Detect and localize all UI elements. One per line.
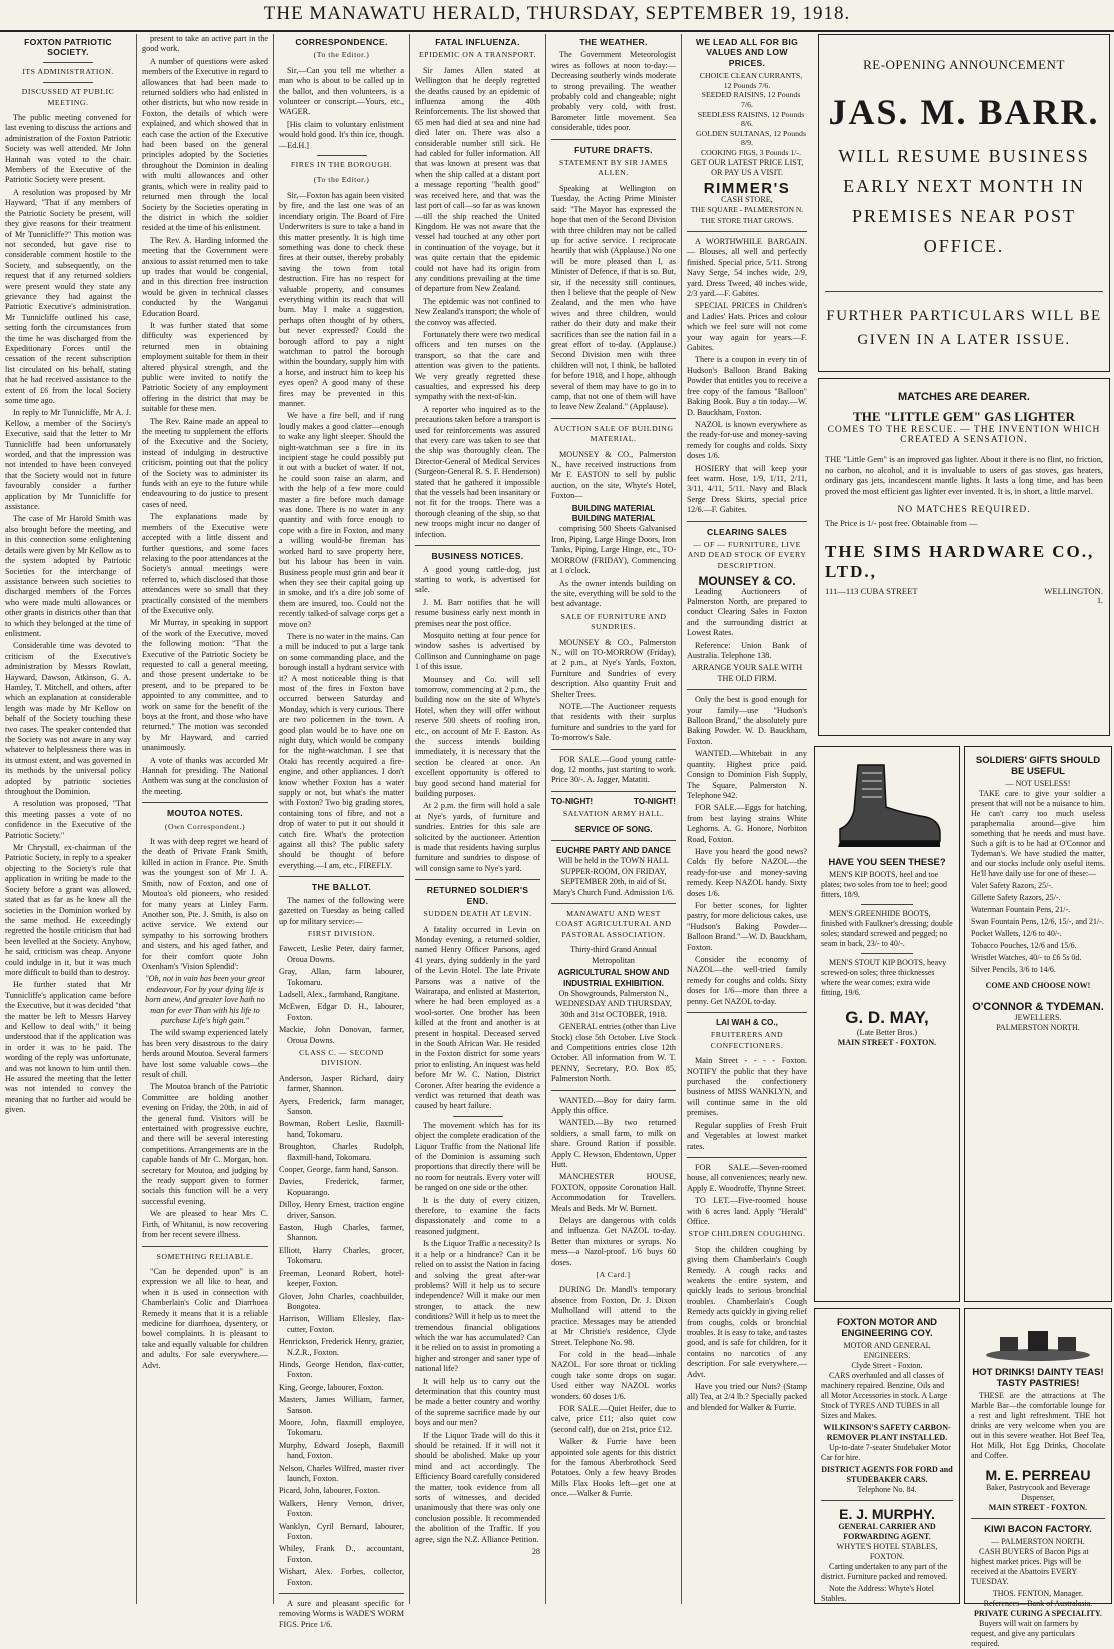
- article-paragraph: As the owner intends building on the site, everything will be sold to the best advantage.: [551, 578, 676, 609]
- tea-table-illustration: [978, 1319, 1098, 1363]
- ad-note: NO MATCHES REQUIRED.: [897, 505, 1031, 515]
- classified-ad: WANTED.—Boy for dairy farm. Apply this office.: [551, 1095, 676, 1115]
- list-item: Anderson, Jasper Richard, dairy farmer, Shannon.: [279, 1073, 404, 1094]
- classified-ad: MANCHESTER HOUSE, FOXTON, opposite Coronation Hall. Accommodation for Travellers. Meals and Beds. Mr W. Burnett.: [551, 1172, 676, 1213]
- advertisement-panel: [812, 34, 1114, 1648]
- list-item: Valet Safety Razors, 25/-.: [971, 881, 1053, 890]
- divider: [687, 1157, 807, 1158]
- divider: [551, 903, 676, 904]
- article-paragraph: MOUNSEY & CO., Palmerston N., will on TO-MORROW (Friday), at 2 p.m., at Nye's Yards, Foxton, Furniture and Sundries of every description. Also quantity Fruit and Shelter Trees.: [551, 637, 676, 699]
- list-item: Ladsell, Alex., farmhand, Rangitane.: [279, 989, 400, 999]
- price-line: SEEDLESS RAISINS, 12 Pounds 8/6.: [697, 109, 805, 129]
- article-paragraph: In reply to Mr Tunnicliffe, Mr A. J. Kellow, a member of the Society's Executive, said that the letter to Mr Tunnicliffe had been unfortunately worded, and that the impression was not intended to have been conveyed that the Society would not in future favourably consider a further application by Mr Tunnicliffe for assistance.: [5, 408, 131, 512]
- divider: [687, 689, 807, 690]
- ad-business-name: JAS. M. BARR.: [828, 92, 1100, 132]
- classified-ad: Have you tried our Nuts? (Stamp all) Tea, at 2/4 lb.? Specially packed and blended for Walker & Furrie.: [687, 1382, 807, 1412]
- classified-ad: FOR SALE.—Eggs for hatching, from best laying strains White Leghorns. A. G. Honore, Norbiton Road, Foxton.: [687, 803, 807, 844]
- classified-ad: Have you heard the good news? Colds fly before NAZOL—the ready-for-use and money-saving remedy. Keep NAZOL handy. Sixty doses 1/6.: [687, 846, 807, 898]
- headline-business: BUSINESS NOTICES.: [431, 551, 524, 562]
- list-item: Ayers, Frederick, farm manager, Sanson.: [279, 1096, 404, 1116]
- list-item: Whiley, Frank D., accountant, Foxton.: [279, 1544, 404, 1564]
- subhead: DISCUSSED AT PUBLIC MEETING.: [21, 87, 115, 107]
- article-paragraph: Speaking at Wellington on Tuesday, the Acting Prime Minister said: "The Mayor has expressed the hope that men of the Second Division with three children may not be called up for active service. I reciprocate heartily that wish (Applause.) No one will be more pleased than I, as Minister of Defence, if that is so. But, sir, if the necessity still continues, then I believe that the people of New Zealand, and the men who have wives and three children, would rather do their duty and make their sacrifices than see the nation fail in a great effort of to-day. (Applause.) Second Division men with three children will not, I think, be balloted for before 1918, and I hope, although several of them may have to go in to camp, that not one of them will have to leave New Zealand." (Applause).: [551, 183, 676, 412]
- boot-illustration: [828, 759, 946, 851]
- tonight-label: TO-NIGHT!: [633, 796, 676, 806]
- divider: [317, 155, 367, 156]
- article-paragraph: A reporter who inquired as to the precautions taken before a transport is used for reinforcements was assured that every care was taken to see that the ship was thoroughly clean. The Director-General of Medical Services (Surgeon-General R. S. F. Henderson) stated that he gathered it impossible that the vessels had been insanitary or not fit for the troops. There was a thorough cleaning of the ship, so that new troops might incur no danger of infection.: [415, 404, 540, 539]
- article-paragraph: J. M. Barr notifies that he will resume business early next month in premises near the post office.: [415, 597, 540, 628]
- ad-address: Clyde Street - Foxton.: [851, 1361, 923, 1370]
- article-paragraph: A fatality occurred in Levin on Monday evening, a returned soldier, named Henry Officer Parsons, aged 41 years, dying suddenly in the yard of the Levin Hotel. The late Private Parsons was a native of the Wairarapa, and enlisted at Masterton, where he had been employed as a wool-sorter. One brother has been killed at the front and another is at present in hospital. Deceased served in the South African War. He resided in the Foxton district for some years prior to enlisting. An inquest was held before Mr W. C. Nation, District Coroner. After hearing the evidence a verdict was returned that death was caused by heart failure.: [415, 924, 540, 1111]
- list-item: Masters, James William, farmer, Sanson.: [279, 1395, 404, 1415]
- column-1: [0, 34, 137, 1604]
- article-paragraph: The epidemic was not confined to New Zealand's transport; the whole of the convoy was affected.: [415, 296, 540, 327]
- subhead: MANAWATU AND WEST COAST AGRICULTURAL AND PASTORAL ASSOCIATION.: [555, 909, 672, 939]
- classified-ad: Reference: Union Bank of Australia. Telephone 138.: [687, 640, 807, 661]
- ad-line: MEN'S KIP BOOTS, heel and toe plates; two soles from toe to heel; good fitters, 18/9.: [821, 870, 947, 899]
- classified-ad: Only the best is good enough for your family—use "Hudson's Balloon Brand," the absolutely pure Baking Powder. W. D. Bauckham, Foxton.: [687, 695, 807, 746]
- subhead: FRUITERERS AND CONFECTIONERS.: [710, 1030, 784, 1050]
- headline-values: WE LEAD ALL FOR BIG VALUES AND LOW PRICES.: [695, 37, 799, 68]
- list-item: Cooper, George, farm hand, Sanson.: [279, 1165, 399, 1175]
- ad-business-name: M. E. PERREAU: [985, 1467, 1091, 1483]
- divider: [687, 231, 807, 232]
- divider: [43, 82, 93, 83]
- list-item: Moore, John, flaxmill employee, Tokomaru.: [279, 1417, 404, 1438]
- article-paragraph: A sure and pleasant specific for removing Worms is WADE'S WORM FIGS. Price 1/6.: [279, 1599, 404, 1629]
- headline-soldier: RETURNED SOLDIER'S END.: [426, 885, 529, 906]
- ad-line: MEN'S STOUT KIP BOOTS, heavy screwed-on soles; three thicknesses where the wear comes; extra wide fitting, 19/6.: [821, 958, 947, 997]
- list-item: Waterman Fountain Pens, 21/-.: [971, 905, 1071, 914]
- article-paragraph: The wild swamp experienced lately has been very disastrous to the dairy herds around Moutoa. Several farmers have lost some valuable cows—the result of chill.: [142, 1028, 268, 1079]
- divider: [453, 1116, 503, 1117]
- classified-ad: TO LET.—Five-roomed house with 6 acres land. Apply "Herald" Office.: [687, 1196, 807, 1226]
- classified-ad: WANTED.—By two returned soldiers, a small farm, to milk on share. Ground Ration if possible. Apply C. Hewson, Ebdentown, Upper Hutt.: [551, 1118, 676, 1169]
- subhead: (To the Editor.): [313, 175, 370, 185]
- ad-subline: JEWELLERS.: [1014, 1013, 1062, 1022]
- gift-list: [971, 881, 1105, 975]
- list-item: Wristlet Watches, 40/- to £6 5s 0d.: [971, 953, 1082, 962]
- price-line: CHOICE CLEAN CURRANTS, 12 Pounds 7/6.: [699, 71, 803, 90]
- ad-title: SOLDIERS' GIFTS SHOULD BE USEFUL: [975, 755, 1101, 777]
- article-paragraph: Sir,—Can you tell me whether a man who is about to be called up in the ballot, and then volunteers, is a volunteer or conscript.—Yours, etc., WAGER.: [279, 65, 404, 117]
- article-paragraph: Is the Liquor Traffic a necessity? Is it a help or a hindrance? Can it be relied on to assist the Nation in facing and solving the great after-war problems? Will it help us to secure independence? Will it make our men stronger, to attack the new conditions? Will it help us to meet the tremendous financial obligations which the war has accumulated? Can it be relied on to assist in promoting a higher and stronger and saner type of national life?: [415, 1239, 540, 1374]
- list-item: Gillette Safety Razors, 25/-.: [971, 893, 1061, 902]
- ad-feature: DISTRICT AGENTS FOR FORD and STUDEBAKER CARS.: [821, 1465, 953, 1484]
- ad-footer: FURTHER PARTICULARS WILL BE GIVEN IN A LATER ISSUE.: [825, 291, 1103, 352]
- ad-body: THE "Little Gem" is an improved gas lighter. About it there is no flint, no friction, no carbon, no alcohol, and it is invaluable to users of gas stoves, gas heaters, ordinary gas jets, incandescent mantle lights. It lasts a long time, and has been proved the most efficient gas lighter ever invented. It is, in short, a little marvel.: [825, 455, 1103, 496]
- headline-weather: THE WEATHER.: [579, 37, 648, 47]
- article-paragraph: The Rev. A. Harding informed the meeting that the Government were anxious to assist returned men to take up trades that would be congenial, and in this direction free instruction would be given in technical classes conducted by the Wanganui Education Board.: [142, 235, 268, 318]
- article-paragraph: It was with deep regret we heard of the death of Private Frank Smith, killed in action in France. Pte. Smith was the youngest son of Mr J. A. Smith, now of Foxton, and one of Moutoa's old pioneers, who resided for many years at Linley Farm. Another son, Pte. J. Smith, is also on active service. We extend our sympathy to his sorrowing brothers and sisters, and his aged father, and for their comfort quote John Oxenham's 'Vision Splendid':: [142, 837, 268, 971]
- ad-price: The Price is 1/- post free. Obtainable from —: [825, 519, 978, 528]
- ad-title: FOXTON MOTOR AND ENGINEERING COY.: [836, 1317, 938, 1339]
- ad-subline: Baker, Pastrycook and Beverage Dispenser,: [985, 1483, 1091, 1502]
- list-item: Gray, Allan, farm labourer, Tokomaru.: [279, 967, 404, 987]
- ad-subline: GENERAL CARRIER AND FORWARDING AGENT.: [838, 1522, 936, 1541]
- divider: [551, 139, 676, 140]
- column-3: [274, 34, 410, 1629]
- ad-heading: AGRICULTURAL SHOW AND INDUSTRIAL EXHIBITION.: [557, 968, 670, 988]
- headline-moutoa: MOUTOA NOTES.: [167, 808, 243, 819]
- article-paragraph: Sir James Allen stated at Wellington that he deeply regretted the deaths caused by an epidemic of influenza among the 40th Reinforcements. The list showed that 65 men had died at sea and nine had died later on. There was also a considerable number still sick. He had cabled for fuller information. All that was known at present was that when the ship called at a distant port a message reporting "health good" was received here, and that was the last port of call—so far as was known—till the ship reached the United Kingdom. He was not aware that the vessel had touched at any other port in continuation of the voyage, but it was quite certain that the epidemic could not have had its origin from any conditions prevailing at the time of departure from New Zealand.: [415, 65, 540, 294]
- list-item: Pocket Wallets, 12/6 to 40/-.: [971, 929, 1062, 938]
- ad-body: TAKE care to give your soldier a present that will not be a nuisance to him. He can't carry too much useless paraphernalia around—give him something that he needs and must have. Such a gift is to be had at O'Connor and Tydeman's. We have studied the matter, and our stocks include only useful items. He'll have daily use for one of these:—: [971, 789, 1105, 878]
- article-paragraph: There is no water in the mains. Can a mill be induced to put a large tank on some commanding place, and the borough install a hydrant service with it? A most noticeable thing is that most of the fires in Foxton have occurred between Saturday and Monday, which is very curious. There are two policemen in the town. A good plan would be to have one on night duty, which would be company for the night-watchman. I see that Otaki has recently acquired a fire-engine, and other appliances. I don't know whether Foxton has a water supply or not, but what's the matter with Foxton? Two big grading stores, containing tons of fibre, and not a drop of water to put it out should it catch fire. What's the protection against all this? The public safety should be thought of before everything.—I am, etc., FIREFLY.: [279, 631, 404, 870]
- list-item: Freeman, Leonard Robert, hotel-keeper, Foxton.: [279, 1268, 404, 1289]
- ad-address-city: WELLINGTON.: [1044, 585, 1103, 596]
- list-item: Swan Fountain Pens, 12/6, 15/-, and 21/-.: [971, 917, 1104, 926]
- article-paragraph: The Government Meteorologist wires as follows at noon to-day:— Decreasing southerly winds moderate to strong prevailing. The weather probably cold and changeable; night probably very cold, with frost. Barometer little movement. Sea considerable, tides poor.: [551, 50, 676, 133]
- article-paragraph: [His claim to voluntary enlistment would hold good. It's thin ice, though.—Ed.H.]: [279, 119, 404, 150]
- subhead: AUCTION SALE OF BUILDING MATERIAL.: [553, 423, 674, 444]
- article-paragraph: Mounsey and Co. will sell tomorrow, commencing at 2 p.m., the building now on the site of Whyte's Hotel, when they will offer without reserve 500 sheets of roofing iron, etc., on account of Mr F. Easton. As the success intends building immediately, it is necessary that the section be cleared at once. An excellent opportunity is offered to buy good second hand material for building purposes.: [415, 674, 540, 799]
- divider: [142, 802, 268, 803]
- article-paragraph: A vote of thanks was accorded Mr Hannah for presiding. The National Anthem was sung at the conclusion of the meeting.: [142, 755, 268, 796]
- headline-correspondence: CORRESPONDENCE.: [295, 37, 388, 47]
- classified-ad: For better scones, for lighter pastry, for more delicious cakes, use "Hudson's Baking Powder—Balloon Brand."—W. D. Bauckham, Foxton.: [687, 900, 807, 952]
- article-paragraph: Fortunately there were two medical officers and ten nurses on the transport, so that the care and attention was given to the patients. We very greatly regretted these casualties, and expressed his deep sympathy with the next-of-kin.: [415, 329, 540, 402]
- article-paragraph: He further stated that Mr Tunnicliffe's application came before the Executive, but it was decided "that the matter be left to Messrs Harvey and Kellow to deal with," it being understood that if the application was in order it was to be paid. The wording of the reply was unfortunate, and was not known to him until then. He assured the meeting that the letter was not intended to convey the meaning that no further aid would be given.: [5, 980, 131, 1115]
- classified-ad: There is a coupon in every tin of Hudson's Balloon Brand Baking Powder that entitles you to receive a free copy of the famous "Balloon" Baking Book. Buy a tin today.—W. D. Bauckham, Foxton.: [687, 355, 807, 417]
- classified-ad: NAZOL is known everywhere as the ready-for-use and money-saving remedy for coughs and colds. Sixty doses 1/6.: [687, 419, 807, 461]
- ad-note: Buyers will wait on farmers by request, and give any particulars required.: [971, 1619, 1079, 1648]
- divider: [551, 1090, 676, 1091]
- divider: [415, 545, 540, 546]
- list-item: Broughton, Charles Rudolph, flaxmill-hand, Tokomaru.: [279, 1142, 404, 1162]
- ad-heading: MOUNSEY & CO.: [698, 574, 796, 589]
- article-paragraph: A resolution was proposed by Mr Hayward, "That if any members of the Patriotic Society be present, will they give reasons for their treatment of Mr Tunnicliffe?" This motion was not seconded, but gave rise to considerable comment hostile to the Society, and subsequently, on the request that if any returned soldiers were present would they state any grievance they had against the Patriotic Executive's administration. Mr Tunnicliffe outlined his case, setting forth the circumstances from the time he was discharged from the Expeditionary Forces until the cessation of the recent subscription list circulated on his behalf, stating that he had received assistance to the extent of £6 from the local Society some time ago.: [5, 187, 131, 405]
- divider: [687, 521, 807, 522]
- ad-note: Note the Address: Whyte's Hotel Stables.: [821, 1584, 934, 1603]
- store-line: CASH STORE,: [721, 194, 773, 204]
- tonight-banner: [551, 797, 676, 807]
- barr-announcement: [818, 34, 1110, 372]
- subhead: FIRES IN THE BOROUGH.: [290, 160, 393, 170]
- ad-address: WHYTE'S HOTEL STABLES, FOXTON.: [836, 1542, 938, 1561]
- article-paragraph: The Rev. Raine made an appeal to the meeting to supplement the efforts of the Executive and the Society, instead of indulging in destructive criticism, pointing out that the policy of the Society was to administer its funds with an eye to the future while endeavouring to do justice to present cases of need.: [142, 416, 268, 509]
- ad-body: Up-to-date 7-seater Studebaker Motor Car for hire.: [821, 1443, 951, 1462]
- list-item: Wanklyn, Cyril Bernard, labourer, Foxton.: [279, 1521, 404, 1542]
- classified-ad: GENERAL entries (other than Live Stock) close 5th October. Live Stock and Competitions entries close 12th October. All information from W. T. PENNY, Secretary, P.O. Box 85, Palmerston North.: [551, 1022, 676, 1084]
- article-paragraph: The movement which has for its object the complete eradication of the Liquor Traffic from the National life of the Dominion is assuming such proportions that directly there will be no room for neutrals. Every voter will be ranged on one side or the other.: [415, 1120, 540, 1193]
- verse: "Oh, not in vain has been your great endeavour, For by your dying life is born anew, And greater love hath no man for ever Than with his life to purchase Life's high gain.": [145, 974, 265, 1025]
- subhead: SUDDEN DEATH AT LEVIN.: [423, 909, 532, 919]
- ad-heading: SERVICE OF SONG.: [574, 824, 653, 834]
- article-paragraph: MOUNSEY & CO., Palmerston N., have received instructions from Mr F. EASTON to sell by public auction, on the site, Whyte's Hotel, Foxton—: [551, 449, 676, 501]
- article-paragraph: At 2 p.m. the firm will hold a sale at Nye's yards, of furniture and sundries. Entries for this sale are solicited by the auctioneer. Attention is made that residents having surplus furniture and sundries to dispose of will consign same to Nye's yard.: [415, 801, 540, 873]
- headline-clearing: CLEARING SALES: [706, 526, 788, 537]
- ad-address: MAIN STREET - FOXTON.: [837, 1038, 937, 1047]
- subhead: STATEMENT BY SIR JAMES ALLEN.: [559, 158, 668, 178]
- list-item: Hinds, George Hendon, flax-cutter, Foxton.: [279, 1359, 404, 1380]
- list-item: King, George, labourer, Foxton.: [279, 1382, 384, 1392]
- ad-subline: — PALMERSTON NORTH.: [991, 1537, 1085, 1546]
- tonight-label: TO-NIGHT!: [551, 796, 594, 806]
- subhead: (To the Editor.): [313, 50, 370, 60]
- ad-subheading: COMES TO THE RESCUE. — THE INVENTION WHICH CREATED A SENSATION.: [827, 425, 1101, 445]
- article-paragraph: It will help us to carry out the determination that this country must be made a better country and worthy of the supreme sacrifice made by our boys and our men?: [415, 1376, 540, 1428]
- list-item: Silver Pencils, 3/6 to 14/6.: [971, 965, 1056, 974]
- ad-subline: MOTOR AND GENERAL ENGINEERS.: [843, 1341, 931, 1360]
- list-item: Easton, Hugh Charles, farmer, Shannon.: [279, 1223, 404, 1243]
- ad-manager: THOS. FENTON, Manager.: [992, 1589, 1084, 1598]
- list-item: Fawcett, Leslie Peter, dairy farmer, Oroua Downs.: [279, 944, 404, 964]
- list-item: Davies, Frederick, farmer, Kopuarango.: [279, 1177, 404, 1197]
- classified-ad: Walker & Furrie have been appointed sole agents for this district for the famous Aberbrothock Seed Potatoes. Only a few heavy Brodes Mills Flax Hooks left—get one at once.—Walker & Furrie.: [551, 1437, 676, 1499]
- subhead: — OF — FURNITURE, LIVE AND DEAD STOCK OF EVERY DESCRIPTION.: [687, 539, 807, 570]
- price-line: SEEDED RAISINS, 12 Pounds 7/6.: [701, 90, 801, 109]
- subhead: SOMETHING RELIABLE.: [156, 1251, 254, 1261]
- price-line: COOKING FIGS, 3 Pounds 1/-.: [700, 147, 802, 157]
- article-paragraph: Considerable time was devoted to criticism of the Executive's administration by Messrs Rowlatt, Hayward, Dawson, Atkinson, G. A. Hamley, T. Mitchell, and others, after which an explanation at considerable length was made by Mr Kellow on behalf of the Society touching these two cases. The speaker contended that the Society was not aware in any way whatever to helplessness there was in its utmost extent, and was governed in its methods by the universal policy adopted by patriotic societies throughout the Dominion.: [5, 641, 131, 797]
- ad-number: 1.: [1097, 595, 1103, 605]
- column-6: [682, 34, 812, 1604]
- ad-address-street: 111—113 CUBA STREET: [825, 585, 918, 596]
- ad-line: MEN'S GREENHIDE BOOTS, finished with Faulkner's dressing; double soles; standard screwed and pegged; no seam in back, 23/- to 40/-.: [821, 909, 953, 948]
- divider: [142, 1246, 268, 1247]
- classified-ad: Main Street - - - - Foxton. NOTIFY the public that they have purchased the confectionery business of MISS WANKLYN, and will continue same in the old premises.: [687, 1056, 807, 1118]
- store-name: RIMMER'S: [703, 180, 791, 198]
- gas-lighter-ad: [818, 378, 1110, 736]
- article-paragraph: NOTE.—The Auctioneer requests that residents with their surplus furniture and sundries to the yard for To-morrow's Sale.: [551, 701, 676, 743]
- classified-ad: FOR SALE.—Seven-roomed house, all conveniences; nearly new. Apply E. Woodroffe, Thynne Street.: [687, 1162, 807, 1193]
- article-paragraph: If the Liquor Trade will do this it should be retained. If it will not it should be abolished. Make up your mind and act accordingly. The Efficiency Board carefully considered the matter, took evidence from all sorts of witnesses, and decided unanimously that there was only one conclusion possible. It recommended the abolition of the Traffic. If you agree, sign the N.Z. Alliance Petition.: [415, 1430, 540, 1544]
- list-item: Tobacco Pouches, 12/6 and 15/6.: [971, 941, 1077, 950]
- article-paragraph: It was further stated that some difficulty was experienced by returned men in obtaining employment suitable for them in their altered physical strength, and the public were invited to notify the Patriotic Society of any employment offering in the district that may be suitable for these men.: [142, 320, 268, 414]
- ad-address: [825, 586, 1103, 596]
- ad-title: MATCHES ARE DEARER.: [897, 391, 1030, 403]
- article-paragraph: Mosquito netting at four pence for window sashes is advertised by Collinson and Cunninghame on page 1 of this issue.: [415, 630, 540, 672]
- column-2: [137, 34, 274, 1604]
- list-item: McEwen, Edgar D. H., labourer, Foxton.: [279, 1002, 404, 1022]
- list-item: Wishart, Alex. Forbes, collector, Foxton.: [279, 1567, 404, 1587]
- classified-ad: Thirty-third Grand Annual Metropolitan: [570, 945, 657, 965]
- list-item: Bowman, Robert Leslie, flaxmill-hand, Tokomaru.: [279, 1119, 404, 1139]
- headline-influenza: FATAL INFLUENZA.: [435, 37, 520, 47]
- ad-subline: PALMERSTON NORTH.: [996, 1023, 1080, 1032]
- ad-title: KIWI BACON FACTORY.: [984, 1524, 1092, 1535]
- masthead: THE MANAWATU HERALD, THURSDAY, SEPTEMBER 19, 1918.: [0, 0, 1114, 32]
- list-item: Elliott, Harry Charles, grocer, Tokomaru.: [279, 1245, 404, 1266]
- ad-title: HOT DRINKS! DAINTY TEAS! TASTY PASTRIES!: [972, 1367, 1104, 1389]
- list-item: Henrickson, Frederick Henry, grazier, N.Z.R., Foxton.: [279, 1337, 404, 1357]
- headline-ballot: THE BALLOT.: [311, 882, 372, 893]
- article-paragraph: The explanations made by members of the Executive were accepted with a little dissent and further questions, and some faces relaxing to the poor attendances at the Society's annual meetings were referred to, which disclosed that those attendances were so small that they practically consisted of the members of the Executive only.: [142, 512, 268, 615]
- article-paragraph: The public meeting convened for last evening to discuss the actions and administration of the Foxton Patriotic Society was well attended. Mr John Hannah was voted to the chair. Members of the Executive of the Patriotic Society were present.: [5, 113, 131, 185]
- subhead: SALE OF FURNITURE AND SUNDRIES.: [560, 611, 667, 632]
- ad-body: THESE are the attractions at The Marble Bar—the comfortable lounge for a rest and light refreshment. THE hot drinks are very welcome when you are out in this severe weather. Hot Beef Tea, Hot Milk, Hot Egg Drinks, Chocolate and Coffee.: [971, 1391, 1105, 1460]
- ad-business-name: G. D. MAY,: [845, 1008, 929, 1027]
- article-paragraph: present to take an active part in the good work.: [142, 34, 268, 54]
- classified-ad: Consider the economy of NAZOL—the well-tried family remedy for coughs and colds. Sixty doses for 1/6—more than three a penny. Get NAZOL to-day.: [687, 955, 807, 1006]
- article-paragraph: "Can be depended upon" is an expression we all like to hear, and when it is used in connection with Chamberlain's Colic and Diarrhoea Remedy it means that it is a reliable medicine for diarrhoea, dysentery, or bowel complaints. It is pleasant to take and equally valuable for children and adults. For sale everywhere.—Advt.: [142, 1266, 268, 1370]
- ad-business-name: O'CONNOR & TYDEMAN.: [972, 1001, 1104, 1013]
- classified-ad: A WORTHWHILE BARGAIN.— Blouses, all well and perfectly finished. Special price, 5/11. Strong Navy Serge, 54 inches wide, 2/9, yard. Dress Tweed, 40 inches wide, 2/3 yard.—F. Gabites.: [687, 237, 807, 299]
- motor-ad: [814, 1308, 960, 1604]
- ad-business-name: E. J. MURPHY.: [839, 1506, 935, 1522]
- list-item: Dilloy, Henry Ernest, traction engine driver, Sanson.: [279, 1200, 404, 1220]
- article-paragraph: A number of questions were asked members of the Executive in regard to allowances that had been made to returned soldiers who had enlisted in other districts, but who now reside in Foxton, the details of which were explained, and which showed that in each case the action of the Executive had been based on the general principles adopted by the Societies throughout the Dominion in dealing with multi allowances and other grants, which were in reality paid to returned men through the local Society by the Societies operating in the district in which the soldier resided at the time of his enlistment.: [142, 56, 268, 233]
- divider: [551, 418, 676, 419]
- classified-ad: GET OUR LATEST PRICE LIST, OR PAY US A VISIT.: [690, 157, 804, 177]
- subhead: ITS ADMINISTRATION.: [22, 66, 114, 76]
- column-4: [410, 34, 546, 1604]
- classified-ad: SPECIAL PRICES in Children's and Ladies' Hats. Prices and colour which we feel sure will not come your way again for years.—F. Gabites.: [687, 301, 807, 353]
- item-number: 28: [531, 1547, 540, 1557]
- divider: [551, 840, 676, 841]
- ad-body: CARS overhauled and all classes of machinery repaired. Benzine, Oils and all Motor Accessories in stock. A Large Stock of TYRES AND TUBES in all Sizes and Makes.: [821, 1371, 948, 1420]
- list-item: Mackie, John Donovan, farmer, Oroua Downs.: [279, 1025, 404, 1045]
- store-line: THE SQUARE - PALMERSTON N.: [690, 205, 804, 215]
- ad-feature: PRIVATE CURING A SPECIALITY.: [974, 1609, 1102, 1618]
- ad-subline: — NOT USELESS!: [1005, 779, 1071, 788]
- ad-title: HAVE YOU SEEN THESE?: [828, 857, 946, 868]
- ad-heading: LAI WAH & CO.,: [716, 1018, 778, 1028]
- article-paragraph: The case of Mr Harold Smith was also brought before the meeting, and in this connection some enlightening details were given by Mr Kellow as to the system adopted by Patriotic Societies for the interchange of assistance between such societies to discharged members of the Forces who were made multi allowances or other grants in districts other than that to which they belonged at the time of enlistment.: [5, 514, 131, 638]
- divider: [687, 1012, 807, 1013]
- ad-heading: BUILDING MATERIAL BUILDING MATERIAL: [571, 503, 656, 524]
- divider: [861, 904, 914, 905]
- article-paragraph: comprising 500 Sheets Galvanised Iron, Piping, Large Hinge Doors, Iron Tanks, Piping, Large Hinge, etc., TO-MORROW (FRIDAY), Commencing at 1 o'clock.: [551, 524, 676, 576]
- article-paragraph: The names of the following were gazetted on Tuesday as being called up for military service:—: [279, 895, 404, 926]
- article-paragraph: Mr Murray, in speaking in support of the work of the Executive, moved the following motion: "That the Executive of the Patriotic Society be requested to call a general meeting, and those present undertake to be present, and to be prepared to be appointed to any committee, and to work on same for the benefit of the boys at the front, and those who have returned." The motion was seconded by Mr Hayward, and carried unanimously.: [142, 618, 268, 753]
- divider: [279, 1593, 404, 1594]
- subhead: [A Card.]: [596, 1270, 631, 1280]
- ad-subline: (Late Better Bros.): [856, 1028, 918, 1037]
- classified-ad: DURING Dr. Mandl's temporary absence from Foxton, Dr. J. Dixon Mulholland will attend to the practice. Messages may be attended at Mr Christie's residence, Clyde Street. Telephone No. 98.: [551, 1285, 676, 1347]
- article-paragraph: A resolution was proposed, "That this meeting passes a vote of no confidence in the Executive of the Patriotic Society.": [5, 799, 131, 840]
- ad-reference: References—Bank of Australasia.: [983, 1599, 1093, 1608]
- ad-cta: COME AND CHOOSE NOW!: [985, 981, 1091, 990]
- divider: [279, 876, 404, 877]
- article-paragraph: It is the duty of every citizen, therefore, to examine the facts dispassionately and come to a reasoned judgment.: [415, 1195, 540, 1236]
- boots-ad: [814, 746, 960, 1302]
- ad-feature: WILKINSON'S SAFETY CARBON-REMOVER PLANT INSTALLED.: [823, 1423, 951, 1442]
- column-5: [546, 34, 682, 1604]
- article-paragraph: Sir,—Foxton has again been visited by fire, and the last one was of an incendiary origin. The Board of Fire Underwriters is sure to take a hand in this matter presently. It is high time something was done to check these fires at their outset, thereby probably saving the town from total destruction. Fire has no respect for valuable property, and consumes everything within its reach that will burn. May I make a suggestion, perhaps often thought of by others, but never expressed? Could the borough afford to pay a night watchman to patrol the borough within the boundary, supply him with a horse, and instruct him to keep his eyes open? A good many of these fires may be prevented in this manner.: [279, 190, 404, 408]
- ad-address: MAIN STREET - FOXTON.: [988, 1503, 1088, 1512]
- divider: [971, 1518, 1105, 1519]
- store-line: THE STORE THAT GROWS.: [700, 215, 794, 225]
- classified-ad: Stop the children coughing by giving them Chamberlain's Cough Remedy. A cough racks and weakens the entire system, and quickly leads to serious bronchial troubles. Chamberlain's Cough Remedy acts quickly in giving relief from coughs, colds or bronchial troubles. It is easy to take, and tastes good, and is safe for children, for it contains no narcotics of any description. For sale everywhere.—Advt.: [687, 1244, 807, 1379]
- ad-body: CASH BUYERS of Bacon Pigs at highest market prices. Pigs will be received at the Abattoirs EVERY TUESDAY.: [971, 1547, 1089, 1586]
- classified-ad: FOR SALE.—Good young cattle-dog, 12 months, just starting to work. Price 30/-. A. Jagger, Matatiti.: [551, 754, 676, 785]
- ad-heading: EUCHRE PARTY AND DANCE: [556, 846, 671, 856]
- classified-ad: HOSIERY that will keep your feet warm. Hose, 1/9, 1/11, 2/11, 3/11, 4/11, 5/11. Navy and Black Serge Dress Skirts, special price 12/6.—F. Gabites.: [687, 463, 807, 515]
- list-item: Murphy, Edward Joseph, flaxmill hand, Foxton.: [279, 1440, 404, 1461]
- list-item: Harrison, William Ellesley, flax-cutter, Foxton.: [279, 1314, 404, 1334]
- ballot-list-first: [279, 944, 404, 1046]
- list-item: Nelson, Charles Wilfred, master river launch, Foxton.: [279, 1463, 404, 1483]
- subhead: EPIDEMIC ON A TRANSPORT.: [419, 50, 536, 60]
- ballot-list-second: [279, 1074, 404, 1588]
- tea-rooms-ad: [964, 1308, 1112, 1648]
- classified-ad: Will be held in the TOWN HALL SUPPER-ROOM, ON FRIDAY, SEPTEMBER 20th, in aid of St. Mary's Church Fund. Admission 1/6.: [552, 856, 675, 897]
- headline-patriotic: FOXTON PATRIOTIC SOCIETY.: [24, 37, 112, 58]
- ad-body: WILL RESUME BUSINESS EARLY NEXT MONTH IN PREMISES NEAR POST OFFICE.: [838, 146, 1090, 256]
- classified-ad: On Showgrounds, Palmerston N., WEDNESDAY AND THURSDAY, 30th and 31st OCTOBER, 1918.: [555, 988, 672, 1019]
- headline-drafts: FUTURE DRAFTS.: [574, 144, 653, 155]
- divider: [821, 1500, 953, 1501]
- article-paragraph: A good young cattle-dog, just starting to work, is advertised for sale.: [415, 564, 540, 595]
- classified-ad: Leading Auctioneers of Palmerston North, are prepared to conduct Clearing Sales in Foxton and the surrounding district at Lowest Rates.: [687, 586, 807, 638]
- classified-ad: Delays are dangerous with colds and influenza. Get NAZOL to-day. Better than mixtures or syrups. No mess—a Nazol-proof. 1/6 buys 60 doses.: [551, 1216, 676, 1267]
- ad-title: RE-OPENING ANNOUNCEMENT: [863, 57, 1065, 72]
- subhead: SALVATION ARMY HALL.: [562, 809, 665, 819]
- price-line: GOLDEN SULTANAS, 12 Pounds 8/9.: [696, 128, 806, 148]
- ad-phone: Telephone No. 84.: [857, 1485, 917, 1494]
- article-paragraph: The Moutoa branch of the Patriotic Committee are holding another evening on Friday, the 20th, in aid of the general fund. Visitors will be entertained with progressive euchre, and there will be several interesting competitions. Arrangements are in the capable hands of Mr C. Morgan, hon. secretary for Moutoa, and judging by the ready support given to former socials this function will be a very successful evening.: [142, 1082, 268, 1206]
- list-item: Glover, John Charles, coachbuilder, Bongotea.: [279, 1291, 404, 1311]
- list-item: Walkers, Henry Vernon, driver, Foxton.: [279, 1498, 404, 1519]
- classified-ad: For cold in the head—inhale NAZOL. For sore throat or tickling cough take some drops on sugar. Used either way NAZOL works wonders. 60 doses 1/6.: [551, 1349, 676, 1401]
- article-paragraph: We have a fire bell, and if rung loudly makes a good clatter—enough to wake any light sleeper. Should the night-watchman see a fire in its incipient stage he could possibly put it out with a bucket of water. If not, he could soon raise an alarm, and with the help of a few more could master a fire before much damage was done. There is no water in any quantity and with force enough to cope with a fire in Foxton, and many a willing would-be fireman has worked hard to save property here, but his labour has been in vain. Business people must grin and bear it when they see their capital going up in smoke, and it's a dire job some of them are insured, too. Could not the recently talked-of salvage corps get a move on?: [279, 411, 404, 629]
- list-item: Picard, John, labourer, Foxton.: [279, 1486, 380, 1496]
- classified-ad: ARRANGE YOUR SALE WITH THE OLD FIRM.: [691, 663, 803, 683]
- subhead: STOP CHILDREN COUGHING.: [688, 1229, 806, 1239]
- subhead: (Own Correspondent.): [164, 821, 246, 831]
- article-paragraph: Mr Chrystall, ex-chairman of the Patriotic Society, in reply to a speaker objecting to the Society's rule that application in writing be made to the Society before a grant was allowed, stated that as far as he knew all the societies in the Dominion worked by the same method. He exceedingly regretted the hostile criticism that had been levelled at the Society. Anyhow, he said, criticism was cheap. Anyone could indulge in it, but it was much more difficult to build than to destroy.: [5, 843, 131, 977]
- classified-ad: Regular supplies of Fresh Fruit and Vegetables at lowest market rates.: [687, 1120, 807, 1151]
- ad-body: Carting undertaken to any part of the district. Furniture packed and removed.: [821, 1562, 948, 1581]
- divider: [551, 749, 676, 750]
- divider: [551, 791, 676, 792]
- ad-business-name: THE SIMS HARDWARE CO., LTD.,: [825, 541, 1095, 581]
- article-paragraph: We are pleased to hear Mrs C. Firth, of Whitanui, is now recovering from her recent severe illness.: [142, 1209, 268, 1240]
- subhead: FIRST DIVISION.: [307, 928, 376, 938]
- divider: [43, 62, 93, 63]
- subhead: CLASS C. — SECOND DIVISION.: [299, 1047, 384, 1068]
- divider: [861, 953, 914, 954]
- divider: [415, 879, 540, 880]
- classified-ad: FOR SALE.—Quiet Heifer, due to calve, price £11; also quiet cow (second calf), due on 21st, price £12.: [551, 1403, 676, 1434]
- soldiers-gifts-ad: [964, 746, 1112, 1302]
- classified-ad: WANTED.—Whitebait in any quantity. Highest price paid. Consign to Dominion Fish Supply, The Square, Palmerston N. Telephone 942.: [687, 749, 807, 800]
- ad-heading: THE "LITTLE GEM" GAS LIGHTER: [853, 409, 1075, 424]
